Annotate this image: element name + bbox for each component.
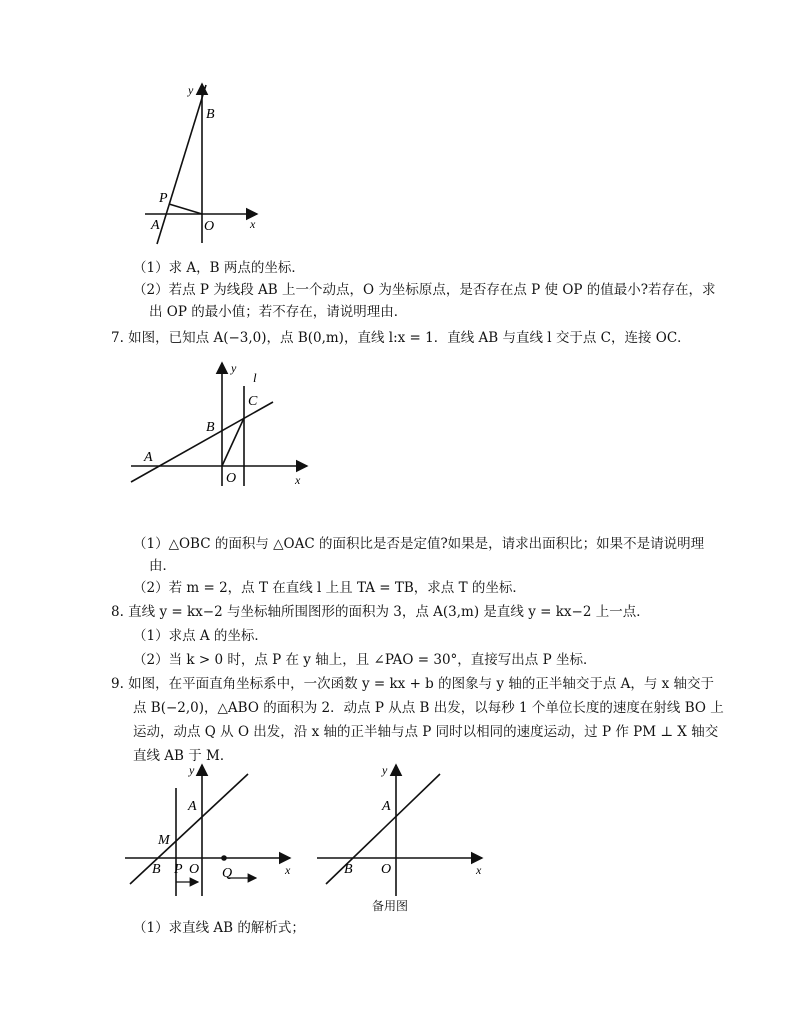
q6-part2-line2: 出 OP 的最小值；若不存在，请说明理由． xyxy=(149,304,408,320)
label-y: y xyxy=(382,763,388,777)
q9-part1: （1）求直线 AB 的解析式； xyxy=(133,920,305,936)
q7-part1-line2: 由． xyxy=(149,558,176,574)
label-p: P xyxy=(159,191,168,206)
segment-op xyxy=(169,204,202,214)
q8-part1: （1）求点 A 的坐标． xyxy=(133,628,268,644)
q6-part1: （1）求 A，B 两点的坐标． xyxy=(133,260,305,276)
q7-part2: （2）若 m = 2，点 T 在直线 l 上且 TA = TB，求点 T 的坐标． xyxy=(133,580,526,596)
q6-part2-line1: （2）若点 P 为线段 AB 上一个动点，O 为坐标原点，是否存在点 P 使 OP 的值最小?若存在，求 xyxy=(133,282,716,298)
label-b: B xyxy=(206,420,215,435)
label-c: C xyxy=(248,394,258,409)
q8-stem: 8. 直线 y = kx−2 与坐标轴所围图形的面积为 3，点 A(3,m) 是直线 y = kx−2 上一点． xyxy=(111,604,650,620)
q9-stem-line2: 点 B(−2,0)，△ABO 的面积为 2．动点 P 从点 B 出发，以每秒 1 个单位长度的速度在射线 BO 上 xyxy=(133,700,724,716)
label-y: y xyxy=(231,361,237,375)
label-y: y xyxy=(188,83,194,97)
label-a: A xyxy=(382,799,391,814)
label-y: y xyxy=(189,763,195,777)
label-o: O xyxy=(226,471,237,486)
label-a: A xyxy=(188,799,197,814)
label-p: P xyxy=(174,862,183,877)
label-q: Q xyxy=(222,866,233,881)
label-o: O xyxy=(381,862,392,877)
q7-part1-line1: （1）△OBC 的面积与 △OAC 的面积比是否是定值?如果是，请求出面积比；如果不是请说明理 xyxy=(133,536,705,552)
label-x: x xyxy=(285,863,291,877)
figure-q7 xyxy=(126,358,316,488)
label-x: x xyxy=(476,863,482,877)
q9-stem-line1: 9. 如图，在平面直角坐标系中，一次函数 y = kx + b 的图象与 y 轴的正半轴交于点 A，与 x 轴交于 xyxy=(111,676,715,692)
figure-q6 xyxy=(140,78,270,248)
line-ab xyxy=(157,85,206,244)
label-o: O xyxy=(189,862,200,877)
figure-q9-spare xyxy=(312,760,492,900)
label-o: O xyxy=(204,219,215,234)
q9-stem-line4: 直线 AB 于 M． xyxy=(133,748,234,764)
label-x: x xyxy=(250,217,256,231)
q9-stem-line3: 运动，动点 Q 从 O 出发，沿 x 轴的正半轴与点 P 同时以相同的速度运动，过 P 作 PM ⊥ X 轴交 xyxy=(133,724,719,740)
label-b: B xyxy=(152,862,161,877)
label-m: M xyxy=(158,833,170,848)
label-l: l xyxy=(253,370,257,385)
figure-caption: 备用图 xyxy=(372,899,409,913)
label-a: A xyxy=(144,450,153,465)
label-a: A xyxy=(151,218,160,233)
q8-part2: （2）当 k > 0 时，点 P 在 y 轴上，且 ∠PAO = 30°，直接写出点 P 坐标． xyxy=(133,652,597,668)
label-b: B xyxy=(344,862,353,877)
q7-stem: 7. 如图，已知点 A(−3,0)，点 B(0,m)，直线 l:x = 1．直线 AB 与直线 l 交于点 C，连接 OC． xyxy=(111,330,691,346)
label-x: x xyxy=(295,473,301,487)
figure-q9-main xyxy=(120,760,300,900)
point-q xyxy=(221,855,227,861)
line-ab xyxy=(131,402,273,482)
label-b: B xyxy=(206,107,215,122)
